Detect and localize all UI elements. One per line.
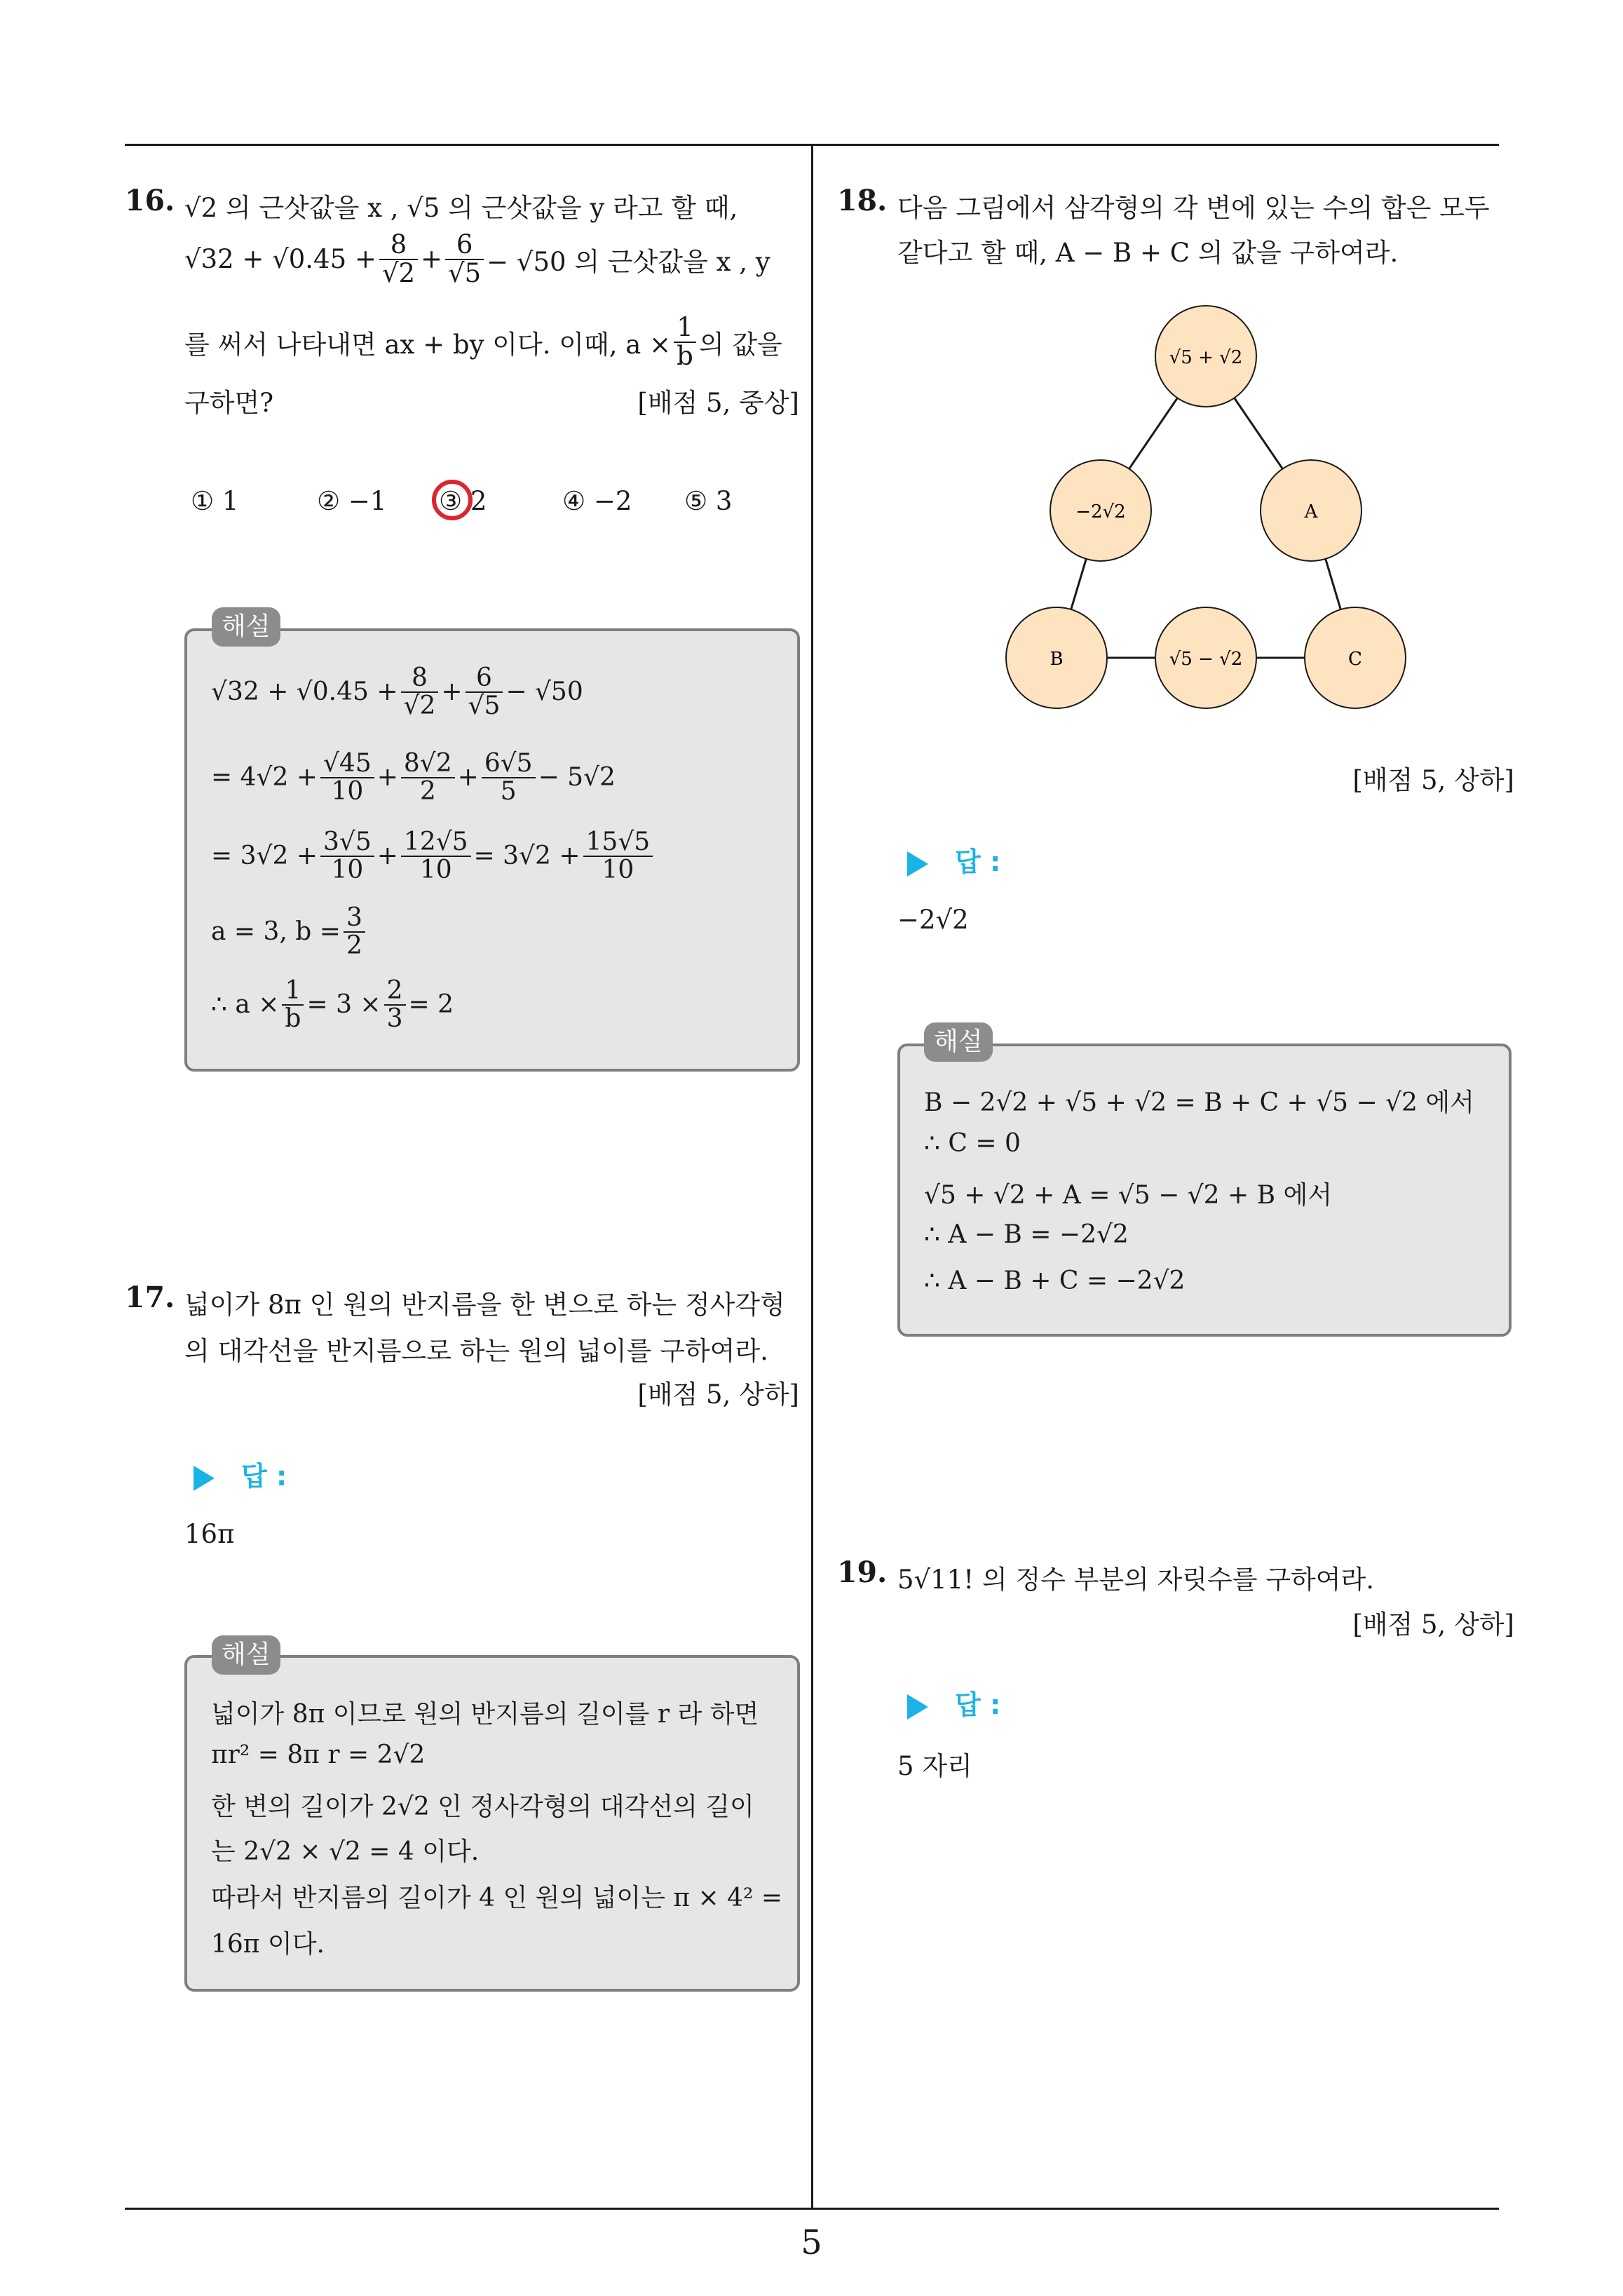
question-number-18: 18. xyxy=(837,184,888,217)
q16-sol-line-3: = 3√2 + $\frac{3√5}{10}$ + $\frac{12√5}{10}$ = 3√2 + $\frac{15√5}{10}$ xyxy=(211,829,656,884)
q17-sol-line-2: πr² = 8π r = 2√2 xyxy=(211,1741,426,1769)
q18-sol-line-1: B − 2√2 + √5 + √2 = B + C + √5 − √2 에서 xyxy=(924,1088,1474,1117)
svg-text:C: C xyxy=(1348,649,1362,670)
bottom-rule xyxy=(125,2208,1499,2210)
q18-sol-line-5: ∴ A − B + C = −2√2 xyxy=(924,1267,1186,1295)
node-left-mid xyxy=(1050,460,1151,561)
q16-fraction-2: $\frac{6}{√5}$ xyxy=(445,231,484,288)
page-number: 5 xyxy=(801,2223,822,2262)
q16-line-4: 구하면? xyxy=(184,388,274,418)
q18-line-1: 다음 그림에서 삼각형의 각 변에 있는 수의 합은 모두 xyxy=(897,193,1490,223)
question-number-17: 17. xyxy=(125,1281,175,1314)
q17-line-2: 의 대각선을 반지름으로 하는 원의 넓이를 구하여라. xyxy=(184,1336,768,1366)
q19-answer-heading: 답 : xyxy=(907,1683,1000,1722)
q16-line-1: √2 의 근삿값을 x , √5 의 근삿값을 y 라고 할 때, xyxy=(184,193,738,223)
answer-triangle-icon xyxy=(193,1466,215,1491)
node-top xyxy=(1155,306,1256,407)
triangle-diagram xyxy=(996,293,1416,728)
q17-sol-line-6: 16π 이다. xyxy=(211,1930,325,1959)
svg-text:B: B xyxy=(1050,649,1064,670)
q17-answer-heading: 답 : xyxy=(193,1454,287,1493)
q16-fraction-1: $\frac{8}{√2}$ xyxy=(379,231,418,288)
q19-score: [배점 5, 상하] xyxy=(1352,1609,1514,1640)
q18-score: [배점 5, 상하] xyxy=(1352,765,1514,795)
q16-line3-pre: 를 써서 나타내면 ax + by 이다. 이때, a × xyxy=(184,329,672,360)
q18-answer: −2√2 xyxy=(897,905,969,935)
q16-line2-pre: √32 + √0.45 + xyxy=(184,244,376,275)
q18-sol-line-3: √5 + √2 + A = √5 − √2 + B 에서 xyxy=(924,1181,1333,1210)
choice-1[interactable]: ① 1 xyxy=(191,486,239,516)
q16-score: [배점 5, 중상] xyxy=(637,388,799,418)
choice-4[interactable]: ④ −2 xyxy=(562,486,632,516)
q16-sol-line-1: √32 + √0.45 + $\frac{8}{√2}$ + $\frac{6}{√5}$ − √50 xyxy=(211,663,583,720)
q16-line-2: √32 + √0.45 + $\frac{8}{√2}$ + $\frac{6}{√5}$ − √50 의 근삿값을 x , y xyxy=(184,229,770,288)
q18-solution-box xyxy=(897,1044,1512,1337)
q18-sol-line-4: ∴ A − B = −2√2 xyxy=(924,1220,1129,1249)
q18-sol-line-2: ∴ C = 0 xyxy=(924,1129,1021,1158)
q16-sol-line-5: ∴ a × $\frac{1}{b}$ = 3 × $\frac{2}{3}$ = 2 xyxy=(211,976,454,1033)
q18-line-2: 같다고 할 때, A − B + C 의 값을 구하여라. xyxy=(897,238,1399,268)
column-divider xyxy=(811,144,813,2208)
q19-answer: 5 자리 xyxy=(897,1751,972,1781)
q17-answer: 16π xyxy=(184,1519,235,1549)
q16-line2-post: − √50 의 근삿값을 x , y xyxy=(487,246,770,277)
q16-line-3 xyxy=(184,314,782,370)
svg-text:−2√2: −2√2 xyxy=(1075,501,1126,522)
choice-5[interactable]: ⑤ 3 xyxy=(684,486,733,516)
q19-line-1: 5√11! 의 정수 부분의 자릿수를 구하여라. xyxy=(897,1565,1375,1595)
svg-text:√5 − √2: √5 − √2 xyxy=(1169,649,1243,670)
selected-answer-mark xyxy=(432,480,473,520)
node-right-mid xyxy=(1261,460,1361,561)
node-bottom-mid xyxy=(1155,607,1256,708)
q16-line3-post: 의 값을 xyxy=(698,329,782,360)
q17-solution-box xyxy=(184,1655,800,1992)
q18-solution-tag: 해설 xyxy=(924,1022,993,1062)
q17-line-1: 넓이가 8π 인 원의 반지름을 한 변으로 하는 정사각형 xyxy=(184,1290,785,1320)
question-number-19: 19. xyxy=(837,1555,888,1589)
answer-triangle-icon xyxy=(907,851,928,877)
q17-solution-tag: 해설 xyxy=(212,1635,280,1675)
svg-text:√5 + √2: √5 + √2 xyxy=(1169,347,1243,368)
q16-fraction-3: $\frac{1}{b}$ xyxy=(674,314,696,370)
q16-solution-box xyxy=(184,628,800,1072)
q17-sol-line-5: 따라서 반지름의 길이가 4 인 원의 넓이는 π × 4² = xyxy=(211,1884,783,1912)
q16-sol-line-2: = 4√2 + $\frac{√45}{10}$ + $\frac{8√2}{2}$ + $\frac{6√5}{5}$ − 5√2 xyxy=(211,749,616,806)
q17-score: [배점 5, 상하] xyxy=(637,1379,799,1410)
choice-3[interactable]: ③ 2 xyxy=(439,486,487,516)
node-bottom-right xyxy=(1305,607,1406,708)
q18-answer-heading: 답 : xyxy=(907,840,1000,879)
q16-solution-tag: 해설 xyxy=(212,607,280,647)
q17-sol-line-3: 한 변의 길이가 2√2 인 정사각형의 대각선의 길이 xyxy=(211,1792,754,1821)
choice-2[interactable]: ② −1 xyxy=(317,486,387,516)
node-bottom-left xyxy=(1006,607,1107,708)
q17-sol-line-4: 는 2√2 × √2 = 4 이다. xyxy=(211,1837,480,1866)
question-number-16: 16. xyxy=(125,184,175,217)
svg-text:A: A xyxy=(1304,501,1318,522)
answer-triangle-icon xyxy=(907,1694,928,1720)
q16-sol-line-4: a = 3, b = $\frac{3}{2}$ xyxy=(211,905,368,959)
q17-sol-line-1: 넓이가 8π 이므로 원의 반지름의 길이를 r 라 하면 xyxy=(211,1700,759,1729)
